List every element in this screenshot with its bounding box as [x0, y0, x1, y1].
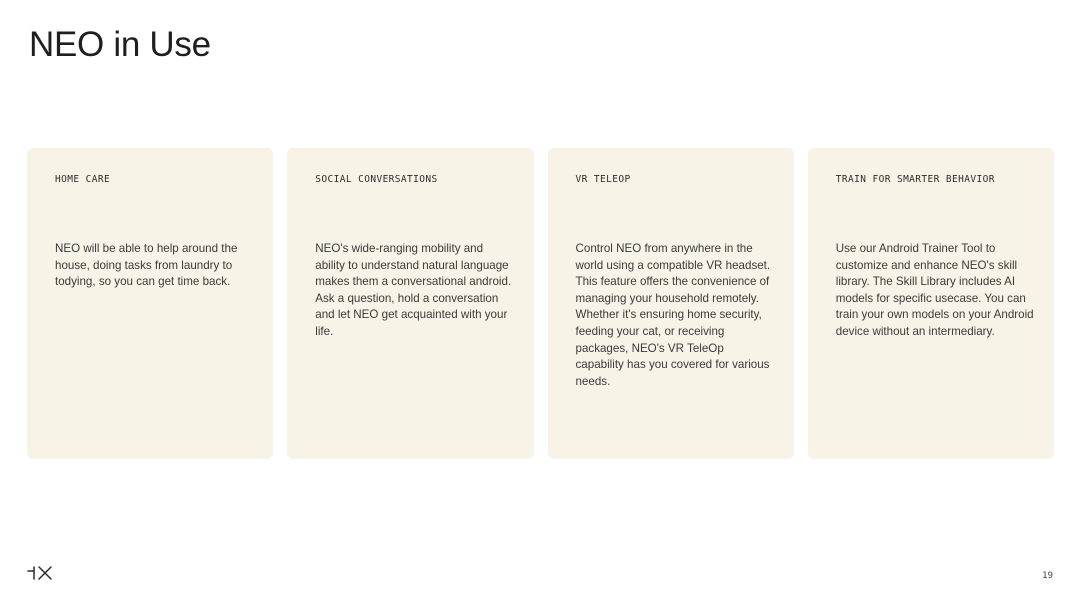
card-social-conversations [287, 148, 533, 459]
slide-title: NEO in Use [29, 25, 211, 64]
card-body: NEO's wide-ranging mobility and ability to understand natural language makes them a conversational android. Ask a question, hold a conversation and let NEO get acquainted with your life. [315, 242, 512, 338]
card-train-for-smarter-behavior [808, 148, 1054, 459]
card-heading: HOME CARE [55, 174, 111, 185]
card-body: NEO will be able to help around the house, doing tasks from laundry to todying, so you can get time back. [55, 242, 238, 289]
card-grid [27, 148, 1054, 459]
card-heading: VR TELEOP [575, 174, 631, 185]
page-number: 19 [1042, 571, 1053, 581]
brand-logo-icon [27, 565, 53, 581]
card-home-care [27, 148, 273, 459]
card-body: Control NEO from anywhere in the world using a compatible VR headset. This feature offers the convenience of managing your household remotely. Whether it's ensuring home security, feeding your cat, or receiving packages, NEO's VR TeleOp capability has you covered for various needs. [575, 242, 771, 388]
card-heading: SOCIAL CONVERSATIONS [315, 174, 438, 185]
card-heading: TRAIN FOR SMARTER BEHAVIOR [835, 174, 995, 185]
card-vr-teleop [548, 148, 794, 459]
card-body: Use our Android Trainer Tool to customize and enhance NEO's skill library. The Skill Library includes AI models for specific usecase. You can train your own models on your Android device without an intermediary. [835, 242, 1034, 338]
